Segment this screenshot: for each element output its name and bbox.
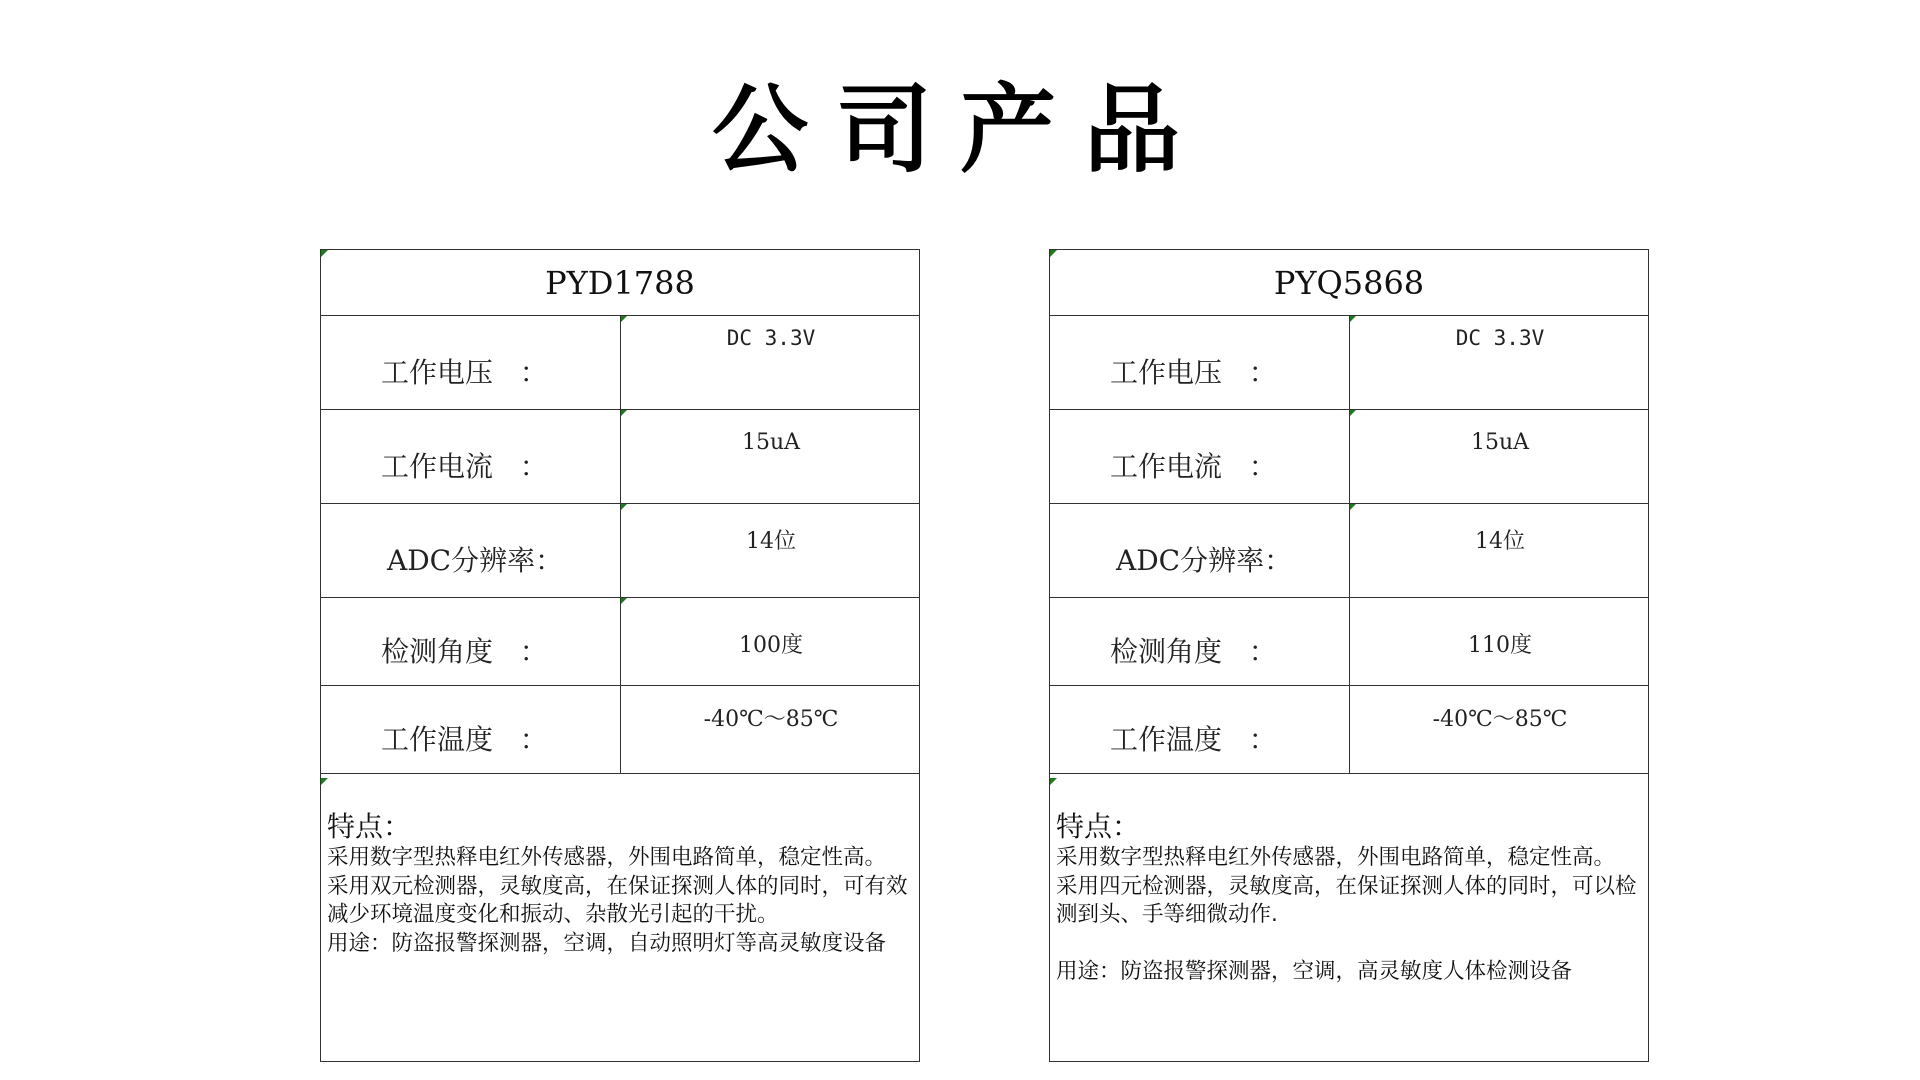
spec-value: 15uA <box>1470 430 1530 455</box>
feature-line: 采用数字型热释电红外传感器，外围电路简单，稳定性高。 <box>327 845 887 870</box>
spec-label-cell <box>1050 504 1350 597</box>
spec-value: DC 3.3V <box>1455 326 1545 350</box>
spec-value-cell <box>1350 410 1650 503</box>
spec-label: ADC分辨率： <box>1116 543 1293 577</box>
spacer <box>1056 930 1642 959</box>
spec-row-voltage <box>321 316 919 410</box>
spec-value: 15uA <box>741 430 801 455</box>
spec-label: 检测角度 ： <box>1110 634 1277 668</box>
corner-marker <box>1350 410 1356 416</box>
spec-value-cell <box>621 410 921 503</box>
spec-label: ADC分辨率： <box>387 543 564 577</box>
spec-value-cell <box>1350 598 1650 685</box>
product-model: PYD1788 <box>321 250 919 316</box>
spec-value: 14位 <box>746 529 796 554</box>
spec-label: 检测角度 ： <box>381 634 548 668</box>
spec-value: DC 3.3V <box>726 326 816 350</box>
feature-line: 采用数字型热释电红外传感器，外围电路简单，稳定性高。 <box>1056 845 1616 870</box>
spec-value-cell <box>621 504 921 597</box>
spec-label-cell <box>1050 410 1350 503</box>
corner-marker <box>1050 778 1057 785</box>
spec-value-cell <box>621 598 921 685</box>
spec-row-adc <box>321 504 919 598</box>
feature-line: 采用四元检测器，灵敏度高，在保证探测人体的同时，可以检测到头、手等细微动作. <box>1056 873 1637 927</box>
spec-label: 工作电压 ： <box>381 355 548 389</box>
spec-label-cell <box>1050 686 1350 773</box>
features-body <box>1056 844 1642 987</box>
spec-label: 工作电流 ： <box>1110 449 1277 483</box>
spec-row-angle <box>1050 598 1648 686</box>
features-section <box>321 778 919 958</box>
spec-value: -40℃～85℃ <box>1432 707 1568 732</box>
spec-table <box>321 316 919 774</box>
spec-value-cell <box>1350 686 1650 773</box>
spec-value-cell <box>1350 504 1650 597</box>
spec-row-angle <box>321 598 919 686</box>
spec-label-cell <box>1050 316 1350 409</box>
feature-line: 用途：防盗报警探测器，空调，自动照明灯等高灵敏度设备 <box>327 930 887 956</box>
corner-marker <box>1350 316 1356 322</box>
spec-value-cell <box>621 686 921 773</box>
spec-value-cell <box>621 316 921 409</box>
spec-table <box>1050 316 1648 774</box>
spec-label: 工作电流 ： <box>381 449 548 483</box>
features-body <box>327 844 913 958</box>
spec-label: 工作温度 ： <box>381 722 548 756</box>
spec-label-cell <box>321 598 621 685</box>
product-card-pyq5868 <box>1049 249 1649 1062</box>
spec-label-cell <box>321 316 621 409</box>
spec-row-temperature <box>1050 686 1648 774</box>
spec-row-adc <box>1050 504 1648 598</box>
product-model: PYQ5868 <box>1050 250 1648 316</box>
spec-value: 100度 <box>739 632 803 658</box>
spec-label-cell <box>321 410 621 503</box>
page-title: 公司产品 <box>712 73 1208 186</box>
corner-marker <box>621 410 627 416</box>
corner-marker <box>1350 504 1356 510</box>
product-card-pyd1788 <box>320 249 920 1062</box>
spec-row-current <box>321 410 919 504</box>
spec-row-voltage <box>1050 316 1648 410</box>
spec-label-cell <box>1050 598 1350 685</box>
feature-line: 用途：防盗报警探测器，空调，高灵敏度人体检测设备 <box>1056 959 1573 984</box>
corner-marker <box>621 316 627 322</box>
spec-value: -40℃～85℃ <box>703 707 839 732</box>
spec-row-temperature <box>321 686 919 774</box>
spec-label: 工作电压 ： <box>1110 355 1277 389</box>
spec-label-cell <box>321 504 621 597</box>
spec-row-current <box>1050 410 1648 504</box>
spec-value: 14位 <box>1475 529 1525 554</box>
corner-marker <box>321 778 328 785</box>
corner-marker <box>621 598 627 604</box>
corner-marker <box>621 504 627 510</box>
spec-value: 110度 <box>1468 632 1532 658</box>
features-title: 特点： <box>1056 810 1141 843</box>
spec-value-cell <box>1350 316 1650 409</box>
feature-line: 采用双元检测器，灵敏度高，在保证探测人体的同时，可有效减少环境温度变化和振动、杂散光引起的干扰。 <box>327 873 908 927</box>
features-title: 特点： <box>327 810 412 843</box>
spec-label-cell <box>321 686 621 773</box>
features-section <box>1050 778 1648 987</box>
spec-label: 工作温度 ： <box>1110 722 1277 756</box>
